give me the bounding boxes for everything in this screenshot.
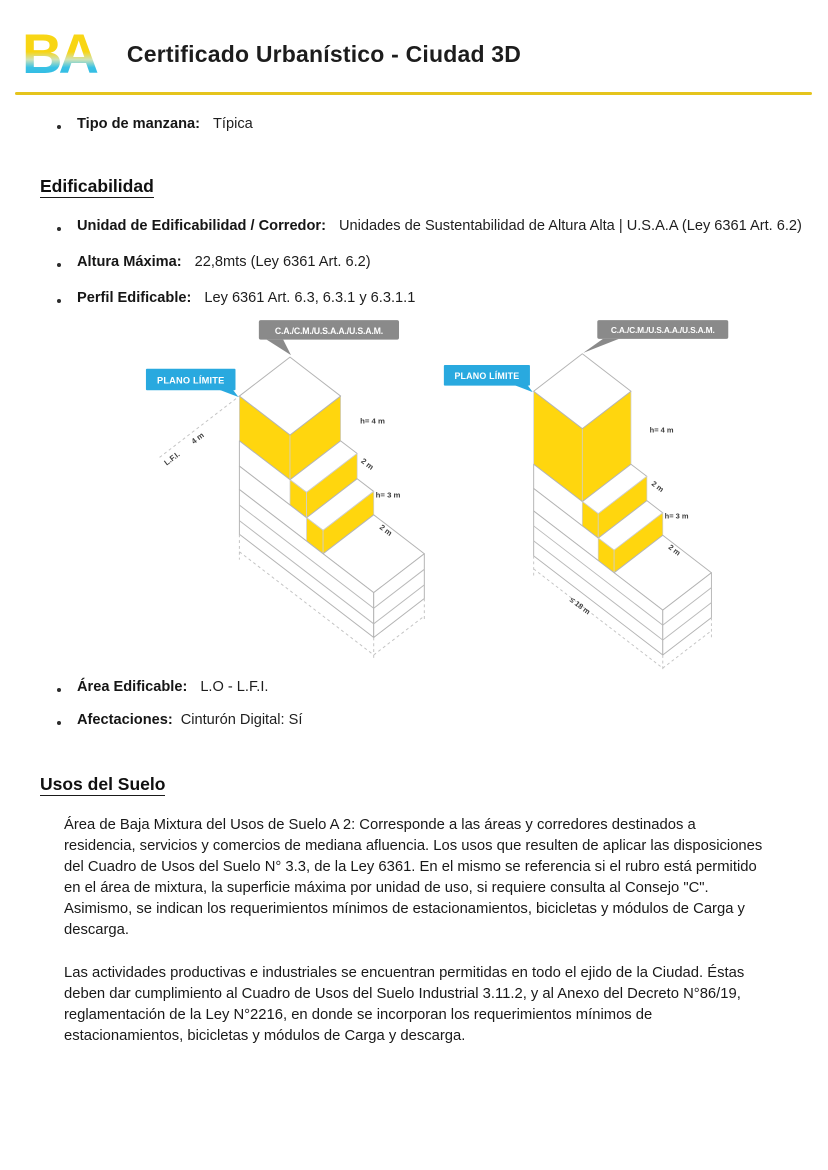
dim-label-2m: 2 m (359, 456, 376, 472)
building-envelope-diagram-right (442, 318, 732, 674)
plano-limite-label: PLANO LÍMITE (454, 371, 520, 382)
usos-paragraph-1: Área de Baja Mixtura del Usos de Suelo A 2: Corresponde a las áreas y corredores destinados a residencia, servicios y comercios de mediana afluencia. Los usos que resulten de aplicar las disposiciones del Cuadro de Usos del Suelo N° 3.3, de la Ley 6361. En el mismo se referencia si el rubro está permitido en el área de mixtura, la superficie máxima por unidad de uso, si requiere consulta al Consejo "C". Asimismo, se indican los requerimientos mínimos de estacionamientos, bicicletas y módulos de Carga y descarga. (64, 817, 763, 938)
document-header (0, 0, 828, 85)
field-label: Unidad de Edificabilidad / Corredor: (77, 218, 326, 234)
field-label: Tipo de manzana: (77, 116, 200, 132)
header-rule (15, 92, 812, 95)
base-height-label: ≤ 18 m (568, 595, 592, 617)
bullet-dot (57, 721, 61, 725)
plano-limite-callout (444, 365, 533, 392)
dim-label-h3: h= 3 m (664, 511, 689, 521)
field-value: Ley 6361 Art. 6.3, 6.3.1 y 6.3.1.1 (204, 290, 416, 306)
field-altura-maxima (57, 255, 788, 270)
normativa-callout-label: C.A./C.M./U.S.A.A./U.S.A.M. (274, 325, 383, 336)
dim-label-2m: 2 m (649, 478, 666, 494)
bullet-dot (57, 688, 61, 692)
field-area-edificable (57, 680, 788, 695)
dim-label-h3: h= 3 m (375, 490, 401, 500)
callout-tail (267, 340, 291, 356)
field-label: Afectaciones: (77, 712, 173, 728)
field-value: Cinturón Digital: Sí (180, 712, 303, 728)
callout-tail (218, 389, 238, 397)
field-unidad-edificabilidad (57, 218, 802, 234)
plano-limite-label: PLANO LÍMITE (156, 375, 225, 386)
field-label: Altura Máxima: (77, 254, 182, 270)
section-heading-usos-del-suelo: Usos del Suelo (40, 774, 166, 794)
bullet-dot (57, 263, 61, 267)
setback-dim-label: 4 m (189, 430, 206, 446)
page-title: Certificado Urbanístico - Ciudad 3D (126, 40, 522, 67)
field-label: Perfil Edificable: (77, 290, 192, 306)
normativa-callout (259, 320, 399, 355)
callout-tail (583, 339, 619, 353)
setback-guide-line (160, 396, 240, 457)
field-perfil-edificable (57, 291, 788, 306)
normativa-callout (583, 320, 728, 353)
bullet-dot (57, 125, 61, 129)
plano-limite-callout (146, 369, 238, 397)
dim-label-2m: 2 m (666, 542, 683, 558)
bullet-dot (57, 299, 61, 303)
normativa-callout-label: C.A./C.M./U.S.A.A./U.S.A.M. (610, 325, 715, 336)
building-envelope-diagram-left (144, 318, 436, 661)
field-value: Unidades de Sustentabilidad de Altura Alta | U.S.A.A (Ley 6361 Art. 6.2) (338, 218, 802, 234)
callout-tail (513, 385, 533, 392)
section-heading-edificabilidad: Edificabilidad (40, 176, 154, 196)
usos-paragraph-2: Las actividades productivas e industriales se encuentran permitidas en todo el ejido de la Ciudad. Éstas deben dar cumplimiento al Cuadro de Usos del Suelo Industrial 3.11.2, y al Anexo del Decreto N°86/19, reglamentación de la Ley N°2216, en donde se incorporan los requerimientos mínimos de estacionamientos, bicicletas y módulos de Carga y descarga. (64, 965, 745, 1044)
field-afectaciones (57, 713, 788, 728)
bullet-dot (57, 227, 61, 231)
field-label: Área Edificable: (77, 679, 188, 695)
field-tipo-de-manzana (57, 117, 788, 132)
field-value: 22,8mts (Ley 6361 Art. 6.2) (194, 254, 371, 270)
ba-logo: BA (22, 26, 101, 82)
dim-label-h4: h= 4 m (649, 425, 674, 435)
dim-label-2m: 2 m (377, 522, 394, 538)
setback-line-label: L.F.I. (162, 449, 182, 468)
building-envelope-diagrams (0, 318, 828, 674)
field-value: L.O - L.F.I. (200, 679, 269, 695)
field-value: Típica (213, 116, 253, 132)
dim-label-h4: h= 4 m (360, 416, 385, 426)
